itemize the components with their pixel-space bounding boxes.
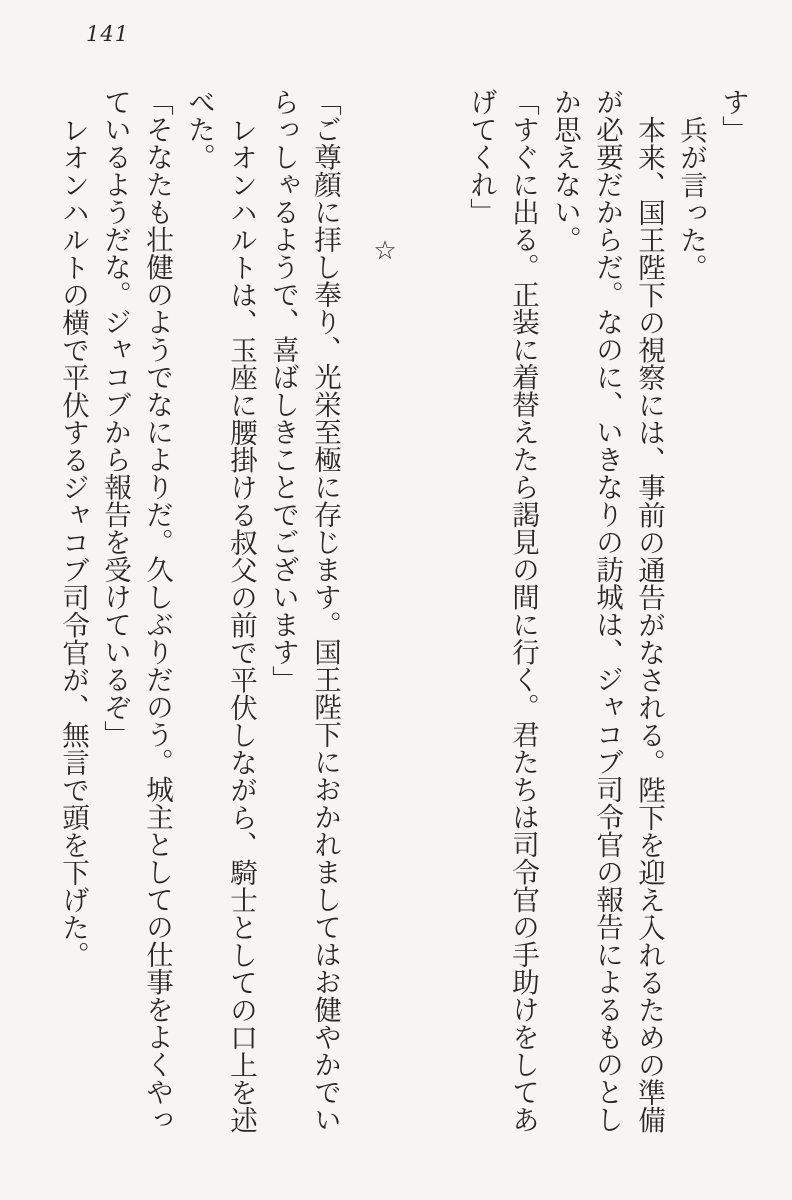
page-text-vertical	[48, 88, 754, 1144]
paragraph-dialogue-continuation: す」	[717, 88, 749, 143]
paragraph-narration: レオンハルトは、玉座に腰掛ける叔父の前で平伏しながら、騎士としての口上を述べた。	[183, 88, 257, 1133]
paragraph-dialogue: 「そなたも壮健のようでなによりだ。久しぶりだのう。城主としての仕事をよくやっているようだな。ジャコブから報告を受けているぞ」	[99, 88, 173, 1133]
paragraph-dialogue: 「ご尊顔に拝し奉り、光栄至極に存じます。国王陛下におかれましてはお健やかでいらっしゃるようで、喜ばしきことでございます」	[267, 88, 341, 1133]
paragraph-narration: レオンハルトの横で平伏するジャコブ司令官が、無言で頭を下げた。	[57, 115, 89, 968]
paragraph-dialogue: 「すぐに出る。正装に着替えたら謁見の間に行く。君たちは司令官の手助けをしてあげてくれ」	[465, 88, 539, 1133]
paragraph-narration: 本来、国王陛下の視察には、事前の通告がなされる。陛下を迎え入れるための準備が必要だからだ。なのに、いきなりの訪城は、ジャコブ司令官の報告によるものとしか思えない。	[549, 88, 665, 1133]
page-number: 141	[86, 22, 130, 46]
section-divider-star-icon: ☆	[370, 236, 400, 266]
paragraph-narration: 兵が言った。	[675, 115, 707, 281]
